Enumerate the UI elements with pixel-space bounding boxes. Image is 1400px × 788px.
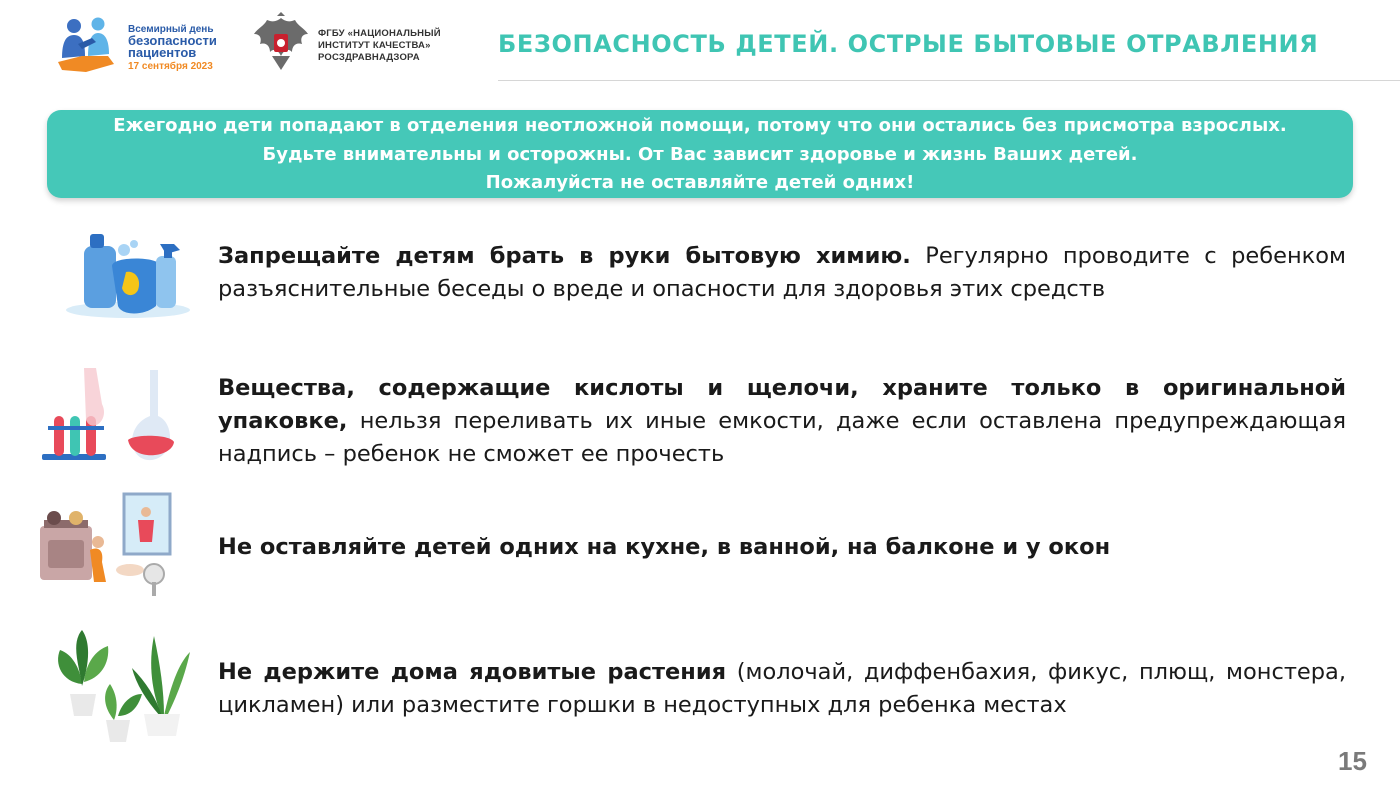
item-household-chemicals-text: Регулярно проводите с ребенком разъяснительные беседы о вреде и опасности для здоровья этих средств [218, 243, 1346, 302]
logo-campaign-date: 17 сентября 2023 [128, 61, 213, 72]
household-chemicals-icon [64, 226, 194, 320]
warning-banner [47, 110, 1353, 198]
item-household-chemicals-bold: Запрещайте детям брать в руки бытовую химию. [218, 243, 911, 269]
logo-campaign-line1: Всемирный день [128, 24, 214, 35]
lab-flasks-icon [40, 364, 180, 468]
page-title: БЕЗОПАСНОСТЬ ДЕТЕЙ. ОСТРЫЕ БЫТОВЫЕ ОТРАВЛЕНИЯ [498, 30, 1319, 58]
logo-campaign-line2: безопасности [128, 33, 217, 48]
patient-safety-day-logo [52, 12, 232, 78]
institute-logo [250, 12, 450, 74]
logo-institute-line3: РОСЗДРАВНАДЗОРА [318, 52, 420, 63]
header-divider [498, 80, 1400, 81]
item-unattended-children [218, 531, 1346, 564]
item-poisonous-plants-text: (молочай, диффенбахия, фикус, плющ, монстера, цикламен) или разместите горшки в недоступных для ребенка местах [218, 659, 1346, 718]
page-number: 15 [1338, 746, 1367, 776]
item-poisonous-plants-bold: Не держите дома ядовитые растения [218, 659, 727, 685]
banner-line-2: Будьте внимательны и осторожны. От Вас зависит здоровье и жизнь Ваших детей. [262, 143, 1138, 165]
logo-campaign-line3: пациентов [128, 45, 197, 60]
logo-institute-line1: ФГБУ «НАЦИОНАЛЬНЫЙ [318, 28, 441, 39]
item-unattended-children-bold: Не оставляйте детей одних на кухне, в ванной, на балконе и у окон [218, 534, 1111, 560]
banner-line-3: Пожалуйста не оставляйте детей одних! [485, 172, 915, 193]
item-poisonous-plants [218, 656, 1346, 722]
banner-line-1: Ежегодно дети попадают в отделения неотложной помощи, потому что они остались без присмотра взрослых. [113, 115, 1287, 136]
item-acids-alkalis-bold: Вещества, содержащие кислоты и щелочи, храните только в оригинальной упаковке, [218, 375, 1346, 434]
child-home-danger-icon [38, 490, 174, 600]
houseplants-icon [52, 624, 192, 744]
double-headed-eagle-emblem-icon [250, 12, 312, 74]
item-acids-alkalis-text: нельзя переливать их иные емкости, даже если оставлена предупреждающая надпись – ребенок не сможет ее прочесть [218, 408, 1346, 467]
item-acids-alkalis [218, 372, 1346, 471]
item-household-chemicals [218, 240, 1346, 306]
logo-institute-line2: ИНСТИТУТ КАЧЕСТВА» [318, 40, 431, 51]
people-hands-icon [52, 12, 124, 78]
